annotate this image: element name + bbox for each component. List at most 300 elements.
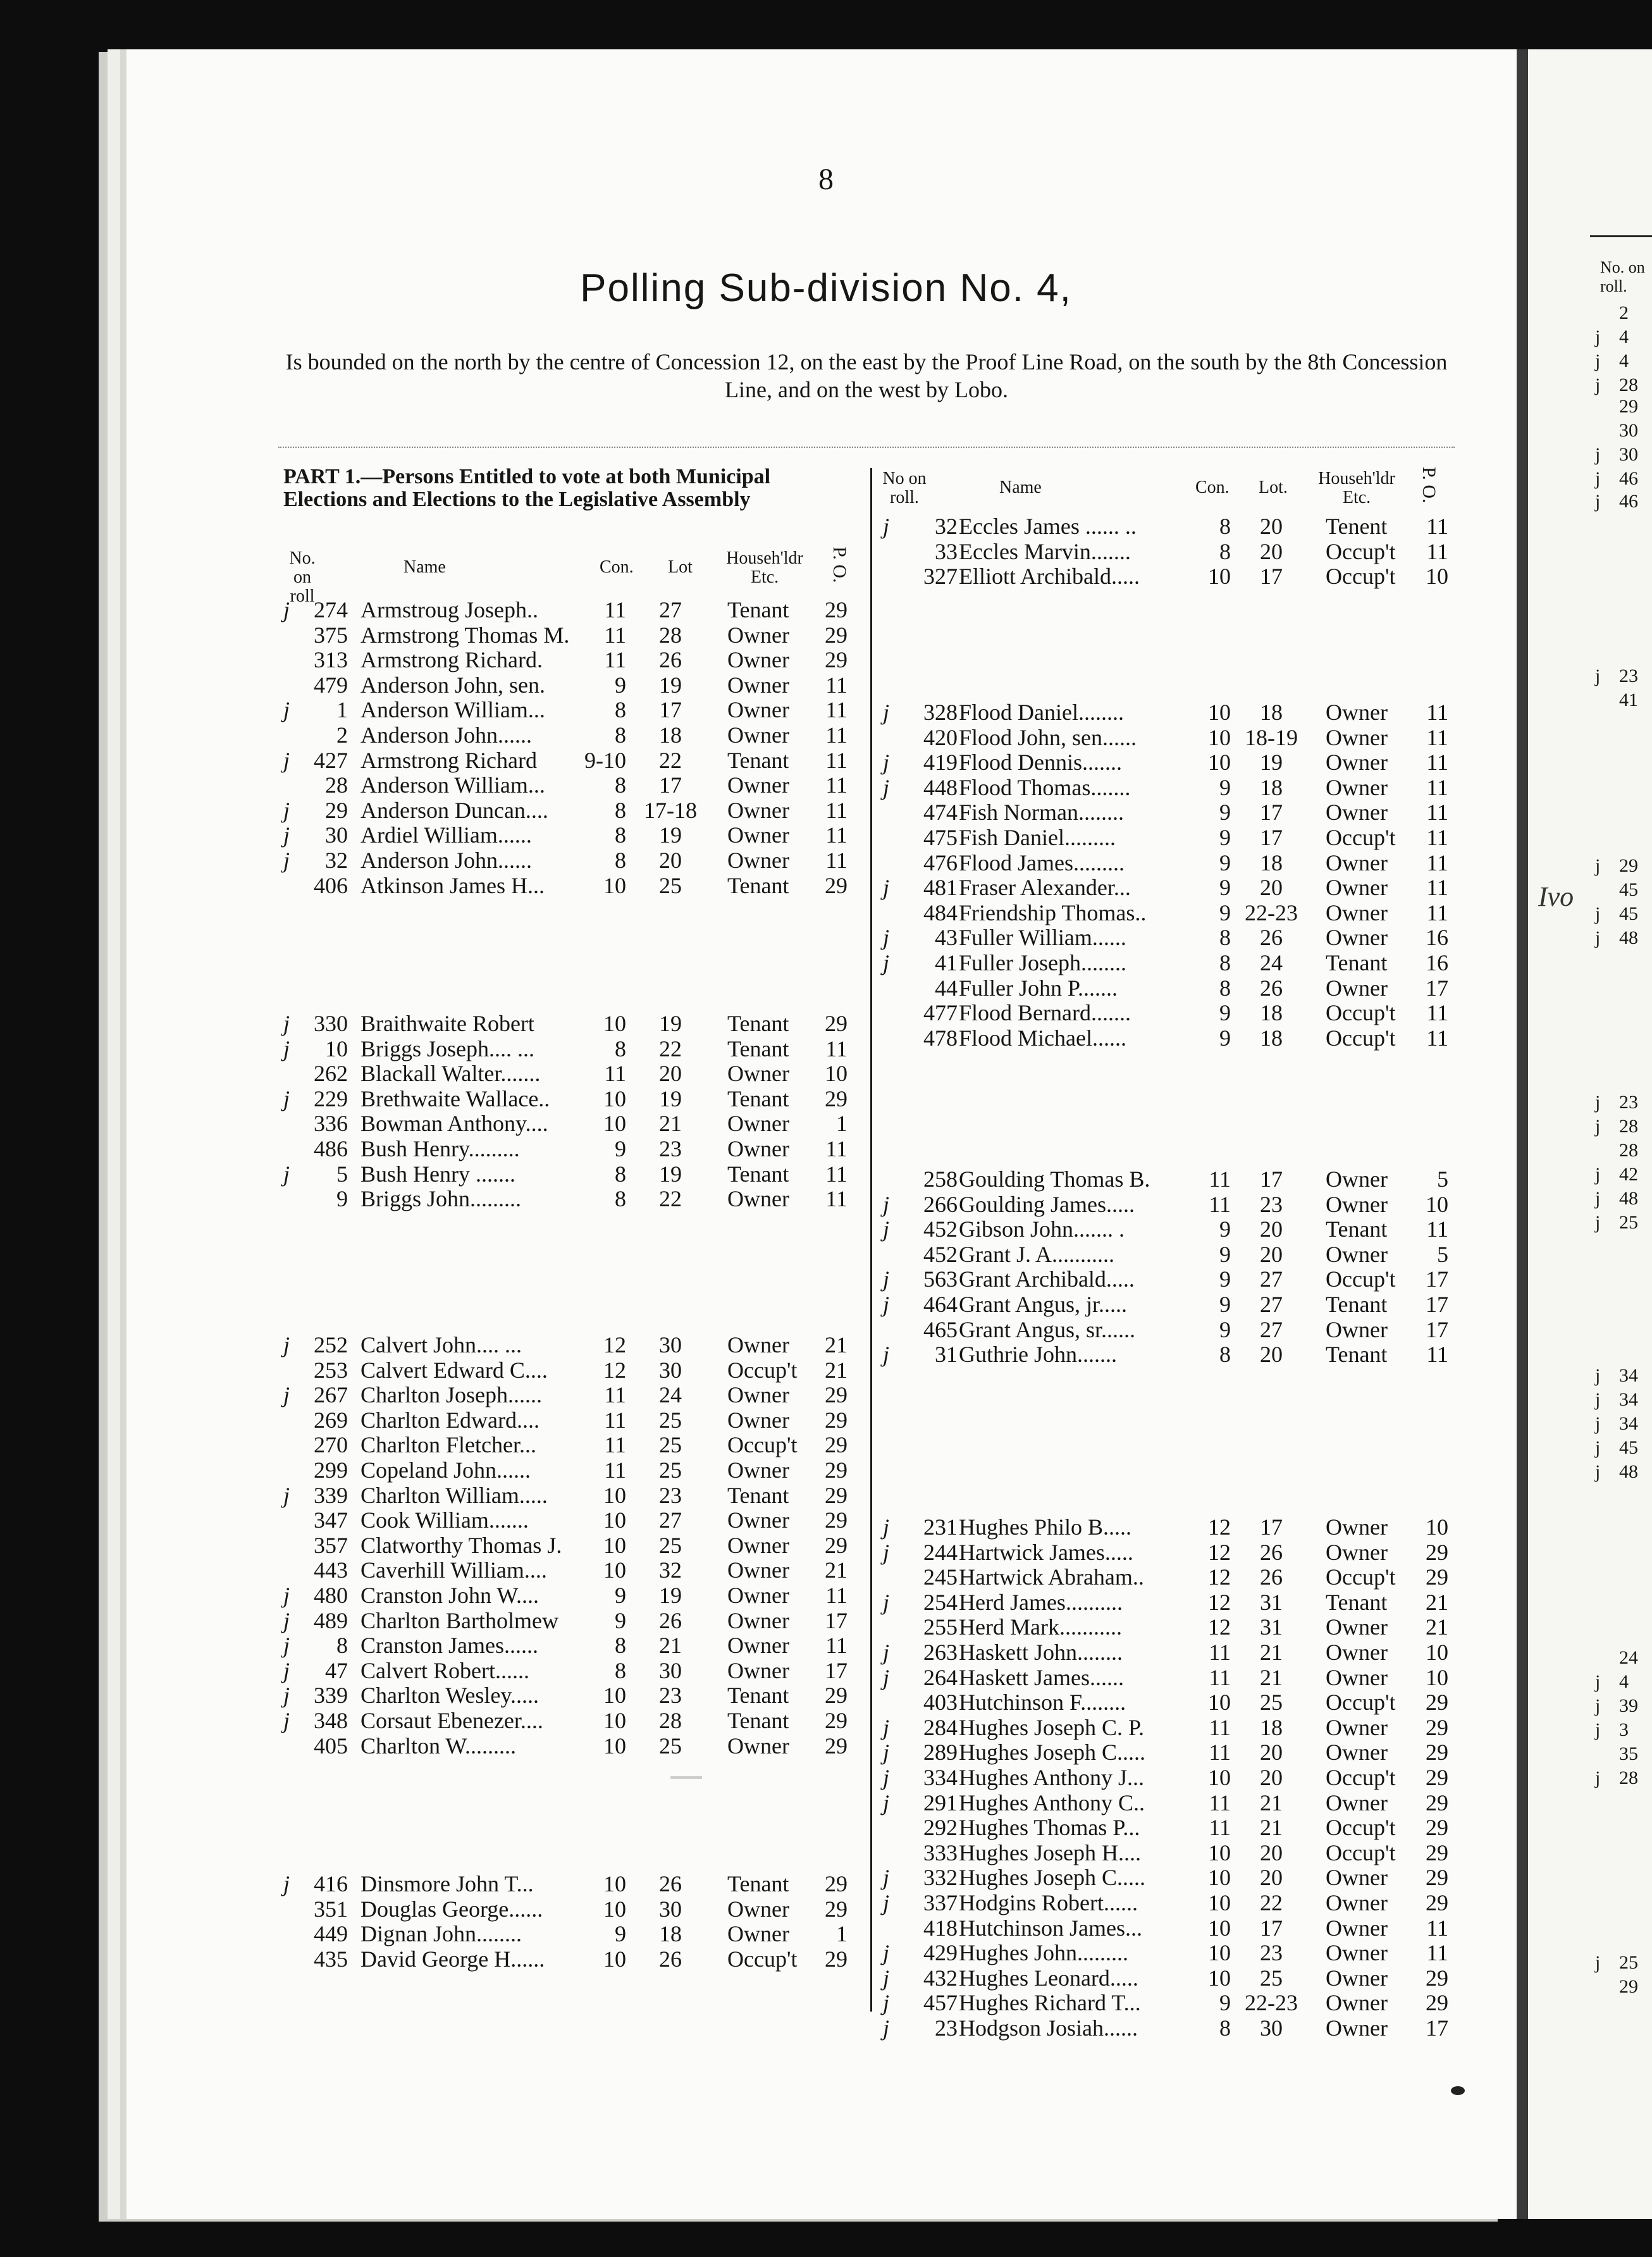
householder-status: Owner (727, 1136, 789, 1161)
householder-status: Owner (727, 1633, 789, 1659)
householder-status: Owner (1326, 1514, 1388, 1540)
concession: 10 (1208, 1915, 1231, 1941)
roll-number: 29 (1619, 855, 1638, 876)
header-householder: Househ'ldr Etc. (1318, 469, 1395, 507)
householder-status: Tenant (1326, 1216, 1388, 1242)
post-office: 21 (1426, 1589, 1448, 1615)
post-office: 10 (1426, 1664, 1448, 1690)
roll-number: 419 (923, 750, 958, 776)
voter-name: Flood Michael...... (959, 1025, 1126, 1051)
roll-number: 313 (314, 647, 348, 673)
voter-row (0, 672, 1518, 698)
concession: 8 (615, 1036, 626, 1061)
roll-number: 348 (314, 1708, 348, 1733)
roll-number: 477 (923, 1000, 958, 1026)
ink-blot (1451, 2086, 1465, 2095)
voter-row (0, 1000, 1518, 1025)
concession: 11 (604, 1382, 626, 1408)
post-office: 29 (825, 1085, 848, 1111)
boundary-description: Is bounded on the north by the centre of Concession 12, on the east by the Proof Line Road, on the south by the 8th Concession Line, and on the west by Lobo. (285, 349, 1448, 402)
post-office: 11 (825, 747, 848, 773)
post-office: 11 (1426, 750, 1448, 776)
lot-number: 20 (1260, 1216, 1283, 1242)
householder-status: Occup't (727, 1946, 798, 1972)
voter-name: Bowman Anthony.... (361, 1111, 548, 1137)
voter-name: Herd James.......... (959, 1589, 1123, 1615)
post-office: 1 (836, 1111, 848, 1137)
voter-row (0, 1216, 1518, 1242)
voter-name: Dignan John........ (361, 1921, 522, 1947)
householder-status: Owner (1326, 700, 1388, 725)
post-office: 10 (825, 1061, 848, 1087)
post-office: 29 (825, 872, 848, 898)
lot-number: 19 (659, 1085, 682, 1111)
voter-row (0, 700, 1518, 725)
voter-row (0, 1665, 1518, 1690)
roll-number: 274 (314, 597, 348, 622)
lot-number: 18-19 (1245, 724, 1298, 750)
next-page-header: No. on roll. (1600, 258, 1645, 295)
concession: 8 (1219, 1342, 1231, 1368)
roll-mark: j (283, 1583, 290, 1608)
concession: 10 (603, 1946, 626, 1972)
concession: 10 (1208, 1940, 1231, 1966)
lot-number: 22 (659, 747, 682, 773)
post-office: 29 (825, 1708, 848, 1733)
householder-status: Owner (1326, 925, 1388, 951)
post-office: 11 (1426, 825, 1448, 850)
householder-status: Owner (1326, 1740, 1388, 1765)
lot-number: 30 (659, 1357, 682, 1383)
householder-status: Owner (727, 1111, 789, 1137)
post-office: 29 (825, 622, 848, 648)
post-office: 17 (825, 1657, 848, 1683)
householder-status: Occup't (1326, 538, 1396, 564)
roll-number: 289 (923, 1740, 958, 1765)
voter-name: Armstrong Richard (361, 747, 537, 773)
roll-number: 474 (923, 800, 958, 826)
voter-row (0, 825, 1518, 850)
post-office: 11 (1426, 1342, 1448, 1368)
voter-row (0, 1317, 1518, 1342)
householder-status: Tenant (727, 1036, 789, 1061)
lot-number: 18 (1260, 1714, 1283, 1740)
roll-number: 429 (923, 1940, 958, 1966)
roll-number: 48 (1619, 927, 1638, 948)
concession: 10 (603, 1085, 626, 1111)
voter-name: Hartwick James..... (959, 1539, 1133, 1565)
post-office: 11 (1426, 724, 1448, 750)
householder-status: Owner (727, 1407, 789, 1433)
lot-number: 18 (659, 722, 682, 748)
voter-name: Goulding Thomas B. (959, 1166, 1150, 1192)
header-lot: Lot. (1259, 478, 1288, 497)
concession: 10 (1208, 1840, 1231, 1865)
voter-row (0, 900, 1518, 925)
roll-mark: j (883, 1890, 890, 1915)
householder-status: Tenant (727, 872, 789, 898)
concession: 10 (1208, 1765, 1231, 1790)
roll-number: 28 (1619, 1140, 1638, 1161)
post-office: 29 (825, 1382, 848, 1408)
voter-name: Douglas George...... (361, 1896, 543, 1922)
post-office: 29 (825, 1457, 848, 1483)
voter-row (0, 1292, 1518, 1317)
roll-number: 299 (314, 1457, 348, 1483)
lot-number: 19 (1260, 750, 1283, 776)
concession: 9 (1219, 875, 1231, 901)
roll-number: 337 (923, 1890, 958, 1915)
householder-status: Occup't (1326, 1840, 1396, 1865)
roll-number: 449 (314, 1921, 348, 1947)
roll-mark: j (283, 1871, 290, 1896)
roll-number: 418 (923, 1915, 958, 1941)
concession: 11 (604, 1457, 626, 1483)
roll-mark: j (883, 1514, 890, 1540)
voter-name: Grant J. A........... (959, 1241, 1114, 1267)
roll-number: 244 (923, 1539, 958, 1565)
voter-row (0, 622, 1518, 648)
lot-number: 30 (659, 1657, 682, 1683)
concession: 9 (1219, 800, 1231, 826)
voter-row (0, 1025, 1518, 1051)
concession: 8 (1219, 925, 1231, 951)
post-office: 11 (1426, 1000, 1448, 1026)
concession: 8 (1219, 2015, 1231, 2041)
post-office: 11 (825, 672, 848, 698)
lot-number: 21 (1260, 1790, 1283, 1815)
roll-number: 327 (923, 564, 958, 590)
roll-number: 457 (923, 1990, 958, 2016)
householder-status: Occup't (1326, 1266, 1396, 1292)
householder-status: Owner (1326, 900, 1388, 925)
roll-number: 9 (336, 1186, 348, 1212)
roll-number: 24 (1619, 1647, 1638, 1668)
post-office: 11 (1426, 774, 1448, 800)
voter-name: Blackall Walter....... (361, 1061, 541, 1087)
roll-number: 333 (923, 1840, 958, 1865)
roll-number: 33 (935, 538, 958, 564)
voter-name: Hughes Joseph C. P. (959, 1714, 1145, 1740)
roll-number: 46 (1619, 491, 1638, 512)
concession: 9 (1219, 1000, 1231, 1026)
roll-mark: j (1595, 1413, 1601, 1434)
roll-number: 28 (1619, 374, 1638, 395)
roll-number: 43 (935, 925, 958, 951)
lot-number: 17 (1260, 564, 1283, 590)
householder-status: Owner (1326, 1316, 1388, 1342)
householder-status: Tenant (1326, 950, 1388, 975)
voter-name: Copeland John...... (361, 1457, 531, 1483)
householder-status: Owner (727, 1382, 789, 1408)
post-office: 5 (1437, 1241, 1448, 1267)
householder-status: Tenant (727, 1011, 789, 1036)
householder-status: Owner (1326, 1865, 1388, 1891)
voter-name: David George H...... (361, 1946, 545, 1972)
roll-mark: j (1595, 1695, 1601, 1716)
householder-status: Owner (727, 1332, 789, 1357)
concession: 8 (1219, 538, 1231, 564)
concession: 10 (603, 1111, 626, 1137)
lot-number: 17 (1260, 1166, 1283, 1192)
post-office: 11 (825, 1633, 848, 1659)
concession: 10 (603, 1557, 626, 1583)
roll-number: 464 (923, 1292, 958, 1317)
roll-number: 443 (314, 1557, 348, 1583)
roll-mark: j (283, 1607, 290, 1633)
roll-mark: j (883, 1342, 890, 1368)
roll-mark: j (1595, 1212, 1601, 1233)
voter-row (0, 1266, 1518, 1292)
voter-row (0, 950, 1518, 975)
householder-status: Owner (1326, 1241, 1388, 1267)
roll-mark: j (883, 2015, 890, 2041)
roll-mark: j (883, 1664, 890, 1690)
householder-status: Owner (727, 1186, 789, 1212)
roll-number: 44 (935, 975, 958, 1001)
roll-mark: j (883, 774, 890, 800)
lot-number: 20 (1260, 1342, 1283, 1368)
householder-status: Owner (727, 1921, 789, 1947)
concession: 12 (1208, 1589, 1231, 1615)
concession: 10 (1208, 1865, 1231, 1891)
roll-mark: j (883, 750, 890, 776)
voter-name: Caverhill William.... (361, 1557, 547, 1583)
voter-name: Cranston John W.... (361, 1583, 539, 1608)
roll-number: 25 (1619, 1212, 1638, 1233)
roll-number: 351 (314, 1896, 348, 1922)
roll-mark: j (1595, 468, 1601, 489)
roll-mark: j (1595, 1437, 1601, 1458)
lot-number: 27 (1260, 1316, 1283, 1342)
voter-name: Guthrie John....... (959, 1342, 1117, 1368)
roll-number: 45 (1619, 1437, 1638, 1458)
post-office: 29 (825, 647, 848, 673)
roll-number: 25 (1619, 1952, 1638, 1973)
post-office: 11 (825, 1136, 848, 1161)
concession: 10 (603, 1011, 626, 1036)
householder-status: Occup't (1326, 1025, 1396, 1051)
post-office: 29 (825, 597, 848, 622)
voter-row (0, 1614, 1518, 1640)
roll-mark: j (283, 1708, 290, 1733)
roll-number: 405 (314, 1733, 348, 1759)
post-office: 11 (825, 722, 848, 748)
concession: 9 (615, 1921, 626, 1947)
post-office: 17 (1426, 1316, 1448, 1342)
lot-number: 20 (659, 1061, 682, 1087)
concession: 9 (1219, 774, 1231, 800)
roll-number: 5 (336, 1161, 348, 1187)
lot-number: 22-23 (1245, 900, 1298, 925)
post-office: 11 (825, 772, 848, 798)
voter-name: Flood Bernard....... (959, 1000, 1131, 1026)
roll-number: 29 (1619, 396, 1638, 417)
roll-number: 48 (1619, 1461, 1638, 1482)
concession: 11 (1209, 1166, 1231, 1192)
householder-status: Tenant (727, 1683, 789, 1709)
voter-row (0, 1990, 1518, 2015)
voter-name: Goulding James..... (959, 1191, 1135, 1217)
post-office: 29 (825, 1683, 848, 1709)
post-office: 11 (825, 797, 848, 823)
lot-number: 21 (1260, 1640, 1283, 1665)
voter-row (0, 850, 1518, 875)
roll-number: 258 (923, 1166, 958, 1192)
householder-status: Owner (727, 1532, 789, 1558)
post-office: 10 (1426, 1191, 1448, 1217)
lot-number: 18 (659, 1921, 682, 1947)
roll-number: 291 (923, 1790, 958, 1815)
householder-status: Occup't (1326, 825, 1396, 850)
roll-mark: j (283, 1036, 290, 1061)
voter-row (0, 872, 1518, 901)
roll-number: 427 (314, 747, 348, 773)
roll-number: 270 (314, 1432, 348, 1458)
householder-status: Owner (727, 1896, 789, 1922)
roll-number: 23 (935, 2015, 958, 2041)
post-office: 11 (825, 1583, 848, 1608)
header-lot: Lot (668, 557, 693, 577)
post-office: 29 (825, 1896, 848, 1922)
roll-number: 452 (923, 1241, 958, 1267)
voter-row (0, 647, 1518, 672)
roll-number: 252 (314, 1332, 348, 1357)
lot-number: 23 (1260, 1940, 1283, 1966)
roll-mark: j (1595, 1164, 1601, 1185)
roll-mark: j (1595, 903, 1601, 924)
householder-status: Owner (727, 797, 789, 823)
lot-number: 26 (659, 1946, 682, 1972)
lot-number: 25 (659, 1457, 682, 1483)
roll-mark: j (1595, 326, 1601, 347)
voter-row (0, 1342, 1518, 1367)
roll-number: 31 (935, 1342, 958, 1368)
lot-number: 26 (659, 1871, 682, 1896)
lot-number: 28 (659, 1708, 682, 1733)
voter-row (0, 1111, 1518, 1136)
lot-number: 21 (1260, 1815, 1283, 1841)
concession: 10 (603, 872, 626, 898)
householder-status: Occup't (727, 1357, 798, 1383)
voter-name: Elliott Archibald..... (959, 564, 1140, 590)
concession: 11 (1209, 1815, 1231, 1841)
concession: 9 (615, 1607, 626, 1633)
voter-name: Flood John, sen...... (959, 724, 1137, 750)
concession: 9-10 (584, 747, 626, 773)
concession: 11 (604, 1432, 626, 1458)
roll-number: 28 (1619, 1767, 1638, 1788)
voter-name: Clatworthy Thomas J. (361, 1532, 562, 1558)
binding-gutter (1517, 49, 1528, 2219)
voter-row (0, 975, 1518, 1001)
roll-number: 10 (325, 1036, 348, 1061)
concession: 10 (603, 1683, 626, 1709)
voter-row (0, 564, 1518, 589)
roll-number: 34 (1619, 1389, 1638, 1410)
voter-name: Anderson John, sen. (361, 672, 545, 698)
voter-row (0, 1564, 1518, 1590)
householder-status: Owner (727, 622, 789, 648)
voter-row (0, 1865, 1518, 1890)
roll-mark: j (283, 1161, 290, 1187)
concession: 9 (1219, 850, 1231, 875)
concession: 12 (603, 1332, 626, 1357)
householder-status: Tenant (727, 1161, 789, 1187)
concession: 8 (615, 822, 626, 848)
roll-number: 292 (923, 1815, 958, 1841)
lot-number: 26 (1260, 975, 1283, 1001)
lot-number: 22 (659, 1036, 682, 1061)
voter-name: Cranston James...... (361, 1633, 538, 1659)
concession: 10 (603, 1896, 626, 1922)
roll-mark: j (283, 697, 290, 723)
lot-number: 27 (1260, 1292, 1283, 1317)
lot-number: 25 (659, 872, 682, 898)
concession: 8 (1219, 975, 1231, 1001)
post-office: 29 (825, 1407, 848, 1433)
voter-name: Armstrong Richard. (361, 647, 543, 673)
lot-number: 22-23 (1245, 1990, 1298, 2016)
lot-number: 20 (659, 848, 682, 873)
roll-mark: j (283, 747, 290, 773)
voter-name: Calvert John.... ... (361, 1332, 522, 1357)
voter-row (0, 925, 1518, 950)
householder-status: Owner (727, 722, 789, 748)
voter-name: Charlton Joseph...... (361, 1382, 542, 1408)
lot-number: 30 (1260, 2015, 1283, 2041)
page-title: Polling Sub-division No. 4, (580, 266, 1072, 310)
voter-row (0, 514, 1518, 539)
voter-name: Armstrong Thomas M. (361, 622, 570, 648)
roll-mark: j (283, 1657, 290, 1683)
roll-number: 229 (314, 1085, 348, 1111)
roll-number: 486 (314, 1136, 348, 1161)
voter-row (0, 1740, 1518, 1765)
householder-status: Owner (727, 1733, 789, 1759)
voter-name: Flood Thomas....... (959, 774, 1131, 800)
lot-number: 25 (659, 1733, 682, 1759)
roll-number: 448 (923, 774, 958, 800)
part1-heading: PART 1.—Persons Entitled to vote at both Municipal Elections and Elections to the Legislative Assembly (283, 465, 771, 511)
roll-number: 262 (314, 1061, 348, 1087)
concession: 9 (1219, 1292, 1231, 1317)
voter-row (0, 1640, 1518, 1665)
roll-number: 23 (1619, 665, 1638, 686)
concession: 9 (1219, 1241, 1231, 1267)
roll-number: 245 (923, 1564, 958, 1590)
voter-name: Hughes Philo B..... (959, 1514, 1132, 1540)
roll-number: 4 (1619, 350, 1629, 371)
lot-number: 17 (1260, 1514, 1283, 1540)
roll-mark: j (883, 1216, 890, 1242)
voter-name: Hughes Thomas P... (959, 1815, 1140, 1841)
roll-number: 231 (923, 1514, 958, 1540)
roll-mark: j (283, 1382, 290, 1408)
householder-status: Owner (727, 1457, 789, 1483)
householder-status: Owner (727, 1061, 789, 1087)
voter-name: Charlton Bartholmew (361, 1607, 558, 1633)
householder-status: Owner (1326, 1191, 1388, 1217)
roll-number: 4 (1619, 326, 1629, 347)
roll-number: 32 (325, 848, 348, 873)
lot-number: 19 (659, 1161, 682, 1187)
roll-mark: j (1595, 1671, 1601, 1692)
voter-name: Hughes Anthony J... (959, 1765, 1145, 1790)
householder-status: Owner (1326, 875, 1388, 901)
post-office: 29 (1426, 1765, 1448, 1790)
roll-number: 332 (923, 1865, 958, 1891)
